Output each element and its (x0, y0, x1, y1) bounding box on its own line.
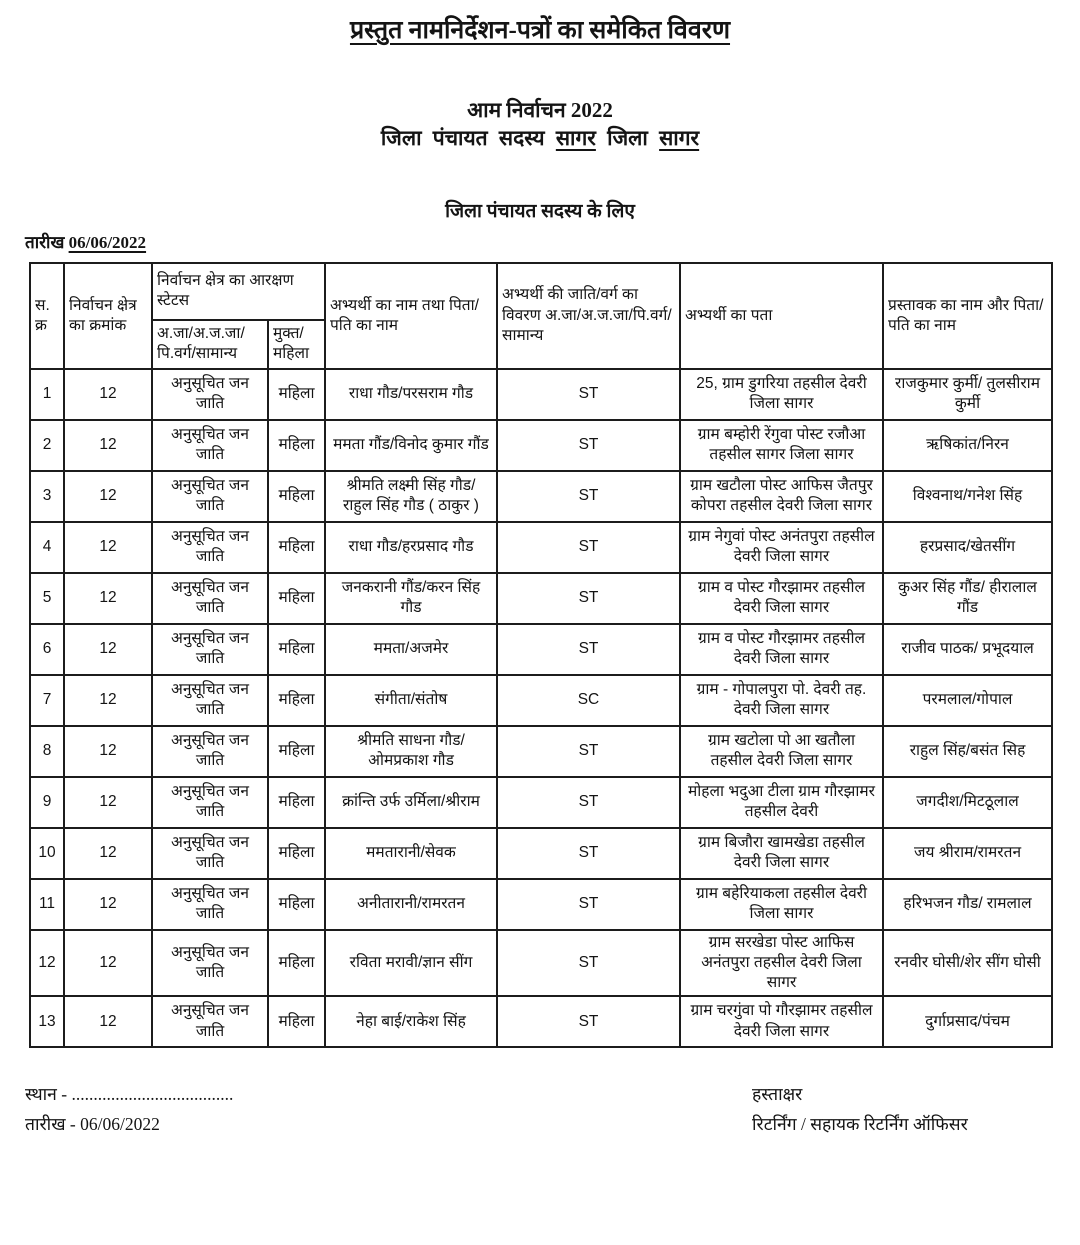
cell-sno: 4 (30, 522, 64, 573)
cell-proposer: राहुल सिंह/बसंत सिह (883, 726, 1052, 777)
cell-reservation: अनुसूचित जन जाति (152, 930, 268, 996)
cell-proposer: ऋषिकांत/निरन (883, 420, 1052, 471)
cell-candidate-name: क्रांन्ति उर्फ उर्मिला/श्रीराम (325, 777, 497, 828)
footer-place-line: स्थान - ..................................... (25, 1084, 234, 1105)
cell-constituency: 12 (64, 930, 152, 996)
cell-address: ग्राम बम्होरी रेंगुवा पोस्ट रजौआ तहसील सागर जिला सागर (680, 420, 883, 471)
cell-address: ग्राम चरगुंवा पो गौरझामर तहसील देवरी जिला सागर (680, 996, 883, 1047)
cell-caste: ST (497, 573, 680, 624)
cell-proposer: रनवीर घोसी/शेर सींग घोसी (883, 930, 1052, 996)
cell-caste: ST (497, 624, 680, 675)
cell-reservation: अनुसूचित जन जाति (152, 777, 268, 828)
cell-constituency: 12 (64, 573, 152, 624)
election-line: आम निर्वाचन 2022 (467, 98, 613, 122)
table-row (30, 624, 1052, 675)
cell-constituency: 12 (64, 777, 152, 828)
cell-sno: 12 (30, 930, 64, 996)
cell-address: ग्राम खटौला पोस्ट आफिस जैतपुर कोपरा तहसील देवरी जिला सागर (680, 471, 883, 522)
cell-proposer: जगदीश/मिटठूलाल (883, 777, 1052, 828)
table-row (30, 777, 1052, 828)
header-reservation-category: अ.जा/अ.ज.जा/ पि.वर्ग/सामान्य (152, 320, 268, 369)
cell-candidate-name: राधा गौड/परसराम गौड (325, 369, 497, 420)
table-row (30, 471, 1052, 522)
cell-candidate-name: रविता मरावी/ज्ञान सींग (325, 930, 497, 996)
cell-caste: ST (497, 726, 680, 777)
table-row (30, 420, 1052, 471)
cell-sno: 8 (30, 726, 64, 777)
cell-address: ग्राम बहेरियाकला तहसील देवरी जिला सागर (680, 879, 883, 930)
cell-caste: SC (497, 675, 680, 726)
header-address: अभ्यर्थी का पता (680, 263, 883, 369)
cell-category: महिला (268, 522, 325, 573)
cell-sno: 9 (30, 777, 64, 828)
table-row (30, 996, 1052, 1047)
cell-sno: 13 (30, 996, 64, 1047)
cell-category: महिला (268, 930, 325, 996)
cell-reservation: अनुसूचित जन जाति (152, 675, 268, 726)
cell-proposer: राजकुमार कुर्मी/ तुलसीराम कुर्मी (883, 369, 1052, 420)
cell-sno: 2 (30, 420, 64, 471)
cell-category: महिला (268, 573, 325, 624)
cell-reservation: अनुसूचित जन जाति (152, 624, 268, 675)
cell-proposer: परमलाल/गोपाल (883, 675, 1052, 726)
cell-constituency: 12 (64, 420, 152, 471)
cell-candidate-name: ममतारानी/सेवक (325, 828, 497, 879)
cell-reservation: अनुसूचित जन जाति (152, 471, 268, 522)
cell-address: ग्राम खटोला पो आ खतौला तहसील देवरी जिला सागर (680, 726, 883, 777)
cell-proposer: कुअर सिंह गौंड/ हीरालाल गौंड (883, 573, 1052, 624)
table-row (30, 828, 1052, 879)
district-name: सागर (659, 126, 700, 151)
page-title (0, 12, 1080, 46)
body-district-line (0, 124, 1080, 152)
cell-constituency: 12 (64, 726, 152, 777)
date-label: तारीख (25, 232, 65, 252)
cell-caste: ST (497, 996, 680, 1047)
table-row (30, 879, 1052, 930)
header-candidate: अभ्यर्थी का नाम तथा पिता/पति का नाम (325, 263, 497, 369)
cell-category: महिला (268, 624, 325, 675)
table-body (30, 369, 1052, 1047)
cell-constituency: 12 (64, 828, 152, 879)
cell-caste: ST (497, 471, 680, 522)
cell-address: ग्राम बिजौरा खामखेडा तहसील देवरी जिला सागर (680, 828, 883, 879)
cell-sno: 5 (30, 573, 64, 624)
cell-proposer: राजीव पाठक/ प्रभूदयाल (883, 624, 1052, 675)
table-row (30, 573, 1052, 624)
table-row (30, 675, 1052, 726)
cell-reservation: अनुसूचित जन जाति (152, 726, 268, 777)
page-title-text: प्रस्तुत नामनिर्देशन-पत्रों का समेकित विवरण (349, 17, 731, 44)
cell-category: महिला (268, 369, 325, 420)
cell-reservation: अनुसूचित जन जाति (152, 996, 268, 1047)
footer-date-line: तारीख - 06/06/2022 (25, 1113, 160, 1134)
cell-candidate-name: नेहा बाई/राकेश सिंह (325, 996, 497, 1047)
cell-proposer: हरप्रसाद/खेतसींग (883, 522, 1052, 573)
cell-reservation: अनुसूचित जन जाति (152, 369, 268, 420)
cell-caste: ST (497, 828, 680, 879)
cell-sno: 6 (30, 624, 64, 675)
seat-name: सागर (555, 126, 596, 151)
nominations-table (29, 262, 1053, 1048)
cell-reservation: अनुसूचित जन जाति (152, 573, 268, 624)
footer (0, 1080, 1080, 1140)
cell-caste: ST (497, 777, 680, 828)
cell-candidate-name: अनीतारानी/रामरतन (325, 879, 497, 930)
cell-reservation: अनुसूचित जन जाति (152, 828, 268, 879)
header-constituency: निर्वाचन क्षेत्र का क्रमांक (64, 263, 152, 369)
cell-candidate-name: श्रीमति लक्ष्मी सिंह गौड/ राहुल सिंह गौड ( ठाकुर ) (325, 471, 497, 522)
date-value: 06/06/2022 (68, 232, 147, 252)
cell-caste: ST (497, 879, 680, 930)
cell-candidate-name: श्रीमति साधना गौड/ ओमप्रकाश गौड (325, 726, 497, 777)
cell-category: महिला (268, 828, 325, 879)
cell-category: महिला (268, 726, 325, 777)
cell-candidate-name: ममता/अजमेर (325, 624, 497, 675)
cell-address: ग्राम व पोस्ट गौरझामर तहसील देवरी जिला सागर (680, 573, 883, 624)
header-reservation-group: निर्वाचन क्षेत्र का आरक्षण स्टेटस (152, 263, 325, 320)
cell-proposer: हरिभजन गौड/ रामलाल (883, 879, 1052, 930)
cell-address: ग्राम सरखेडा पोस्ट आफिस अनंतपुरा तहसील देवरी जिला सागर (680, 930, 883, 996)
cell-candidate-name: राधा गौड/हरप्रसाद गौड (325, 522, 497, 573)
cell-category: महिला (268, 420, 325, 471)
cell-proposer: विश्वनाथ/गनेश सिंह (883, 471, 1052, 522)
district-label: जिला (607, 126, 648, 151)
cell-sno: 10 (30, 828, 64, 879)
cell-category: महिला (268, 879, 325, 930)
footer-right (752, 1080, 968, 1140)
header-sno: स.क्र (30, 263, 64, 369)
table-row (30, 726, 1052, 777)
header-reservation-gender: मुक्त/ महिला (268, 320, 325, 369)
header-date-line (25, 230, 1080, 253)
cell-sno: 7 (30, 675, 64, 726)
cell-constituency: 12 (64, 996, 152, 1047)
cell-candidate-name: संगीता/संतोष (325, 675, 497, 726)
cell-constituency: 12 (64, 879, 152, 930)
header-proposer: प्रस्तावक का नाम और पिता/पति का नाम (883, 263, 1052, 369)
cell-caste: ST (497, 420, 680, 471)
cell-candidate-name: जनकरानी गौंड/करन सिंह गौड (325, 573, 497, 624)
cell-address: ग्राम व पोस्ट गौरझामर तहसील देवरी जिला सागर (680, 624, 883, 675)
cell-sno: 11 (30, 879, 64, 930)
cell-reservation: अनुसूचित जन जाति (152, 522, 268, 573)
signature-label: हस्ताक्षर (752, 1084, 803, 1105)
cell-constituency: 12 (64, 522, 152, 573)
cell-reservation: अनुसूचित जन जाति (152, 420, 268, 471)
cell-category: महिला (268, 471, 325, 522)
cell-address: 25, ग्राम डुगरिया तहसील देवरी जिला सागर (680, 369, 883, 420)
cell-sno: 1 (30, 369, 64, 420)
table-header (30, 263, 1052, 369)
cell-caste: ST (497, 522, 680, 573)
cell-category: महिला (268, 996, 325, 1047)
cell-candidate-name: ममता गौंड/विनोद कुमार गौंड (325, 420, 497, 471)
cell-category: महिला (268, 675, 325, 726)
cell-proposer: दुर्गाप्रसाद/पंचम (883, 996, 1052, 1047)
cell-proposer: जय श्रीराम/रामरतन (883, 828, 1052, 879)
cell-caste: ST (497, 930, 680, 996)
cell-caste: ST (497, 369, 680, 420)
officer-line: रिटर्निंग / सहायक रिटर्निंग ऑफिसर (752, 1113, 968, 1134)
cell-constituency: 12 (64, 369, 152, 420)
table-row (30, 369, 1052, 420)
cell-constituency: 12 (64, 624, 152, 675)
cell-constituency: 12 (64, 675, 152, 726)
cell-constituency: 12 (64, 471, 152, 522)
election-header (0, 96, 1080, 153)
cell-category: महिला (268, 777, 325, 828)
cell-address: ग्राम - गोपालपुरा पो. देवरी तह. देवरी जिला सागर (680, 675, 883, 726)
table-row (30, 930, 1052, 996)
cell-address: ग्राम नेगुवां पोस्ट अनंतपुरा तहसील देवरी जिला सागर (680, 522, 883, 573)
cell-reservation: अनुसूचित जन जाति (152, 879, 268, 930)
table-row (30, 522, 1052, 573)
header-caste: अभ्यर्थी की जाति/वर्ग का विवरण अ.जा/अ.ज.जा/पि.वर्ग/ सामान्य (497, 263, 680, 369)
cell-address: मोहला भदुआ टीला ग्राम गौरझामर तहसील देवरी (680, 777, 883, 828)
body-name-label: जिला पंचायत सदस्य (380, 126, 545, 151)
cell-sno: 3 (30, 471, 64, 522)
post-for-line: जिला पंचायत सदस्य के लिए (445, 200, 635, 222)
